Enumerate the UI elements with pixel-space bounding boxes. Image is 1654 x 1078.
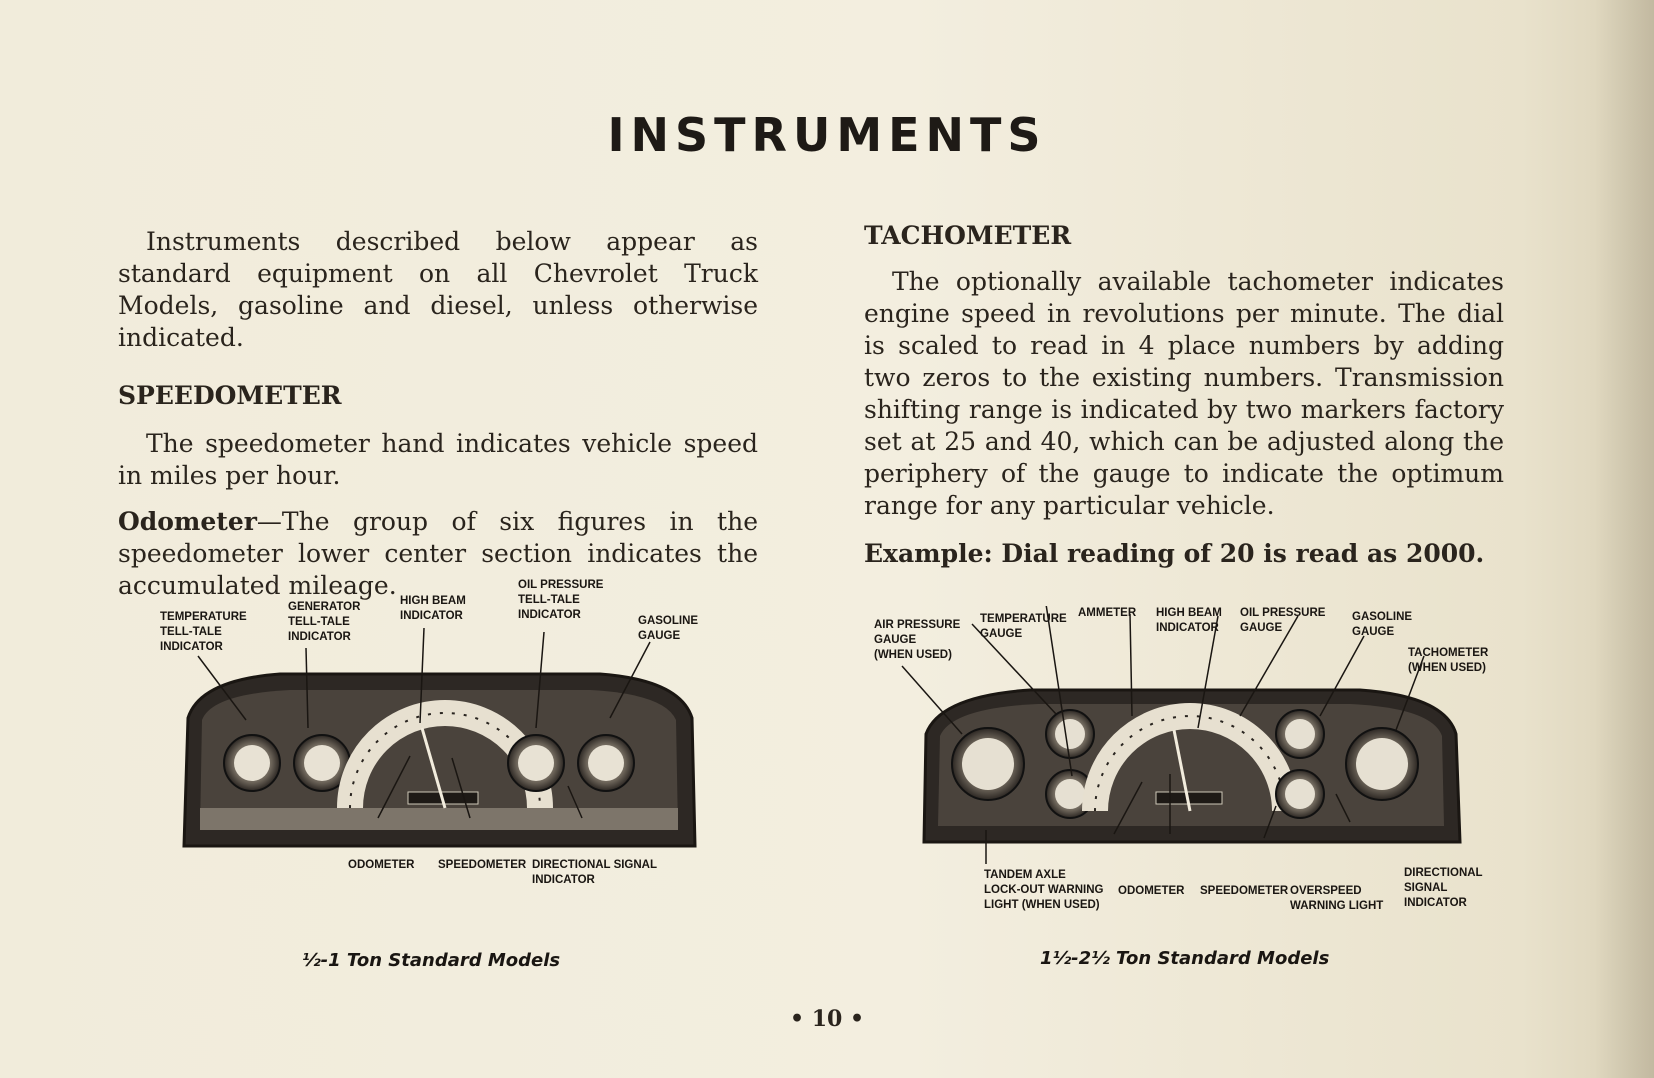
- page-number: • 10 •: [789, 1006, 865, 1032]
- label-gasoline: GASOLINE GAUGE: [1352, 611, 1413, 638]
- gasoline-gauge: [1276, 710, 1324, 758]
- label-speedometer: SPEEDOMETER: [438, 859, 527, 871]
- label-high-beam: HIGH BEAM INDICATOR: [1156, 607, 1222, 634]
- label-tachometer: TACHOMETER (WHEN USED): [1408, 647, 1489, 674]
- label-oil-pressure: OIL PRESSURE GAUGE: [1240, 607, 1326, 634]
- odometer-term: Odometer: [118, 507, 257, 536]
- odometer-text: —The group of six figures in the speedometer lower center section indicates the accumulated mileage.: [118, 507, 758, 600]
- example-line: Example: Dial reading of 20 is read as 2000.: [864, 539, 1485, 568]
- oil-pressure-gauge: [508, 735, 564, 791]
- label-air-pressure: AIR PRESSURE GAUGE (WHEN USED): [874, 619, 961, 661]
- temperature-gauge: [224, 735, 280, 791]
- label-tandem-axle: TANDEM AXLE LOCK-OUT WARNING LIGHT (WHEN USED): [984, 869, 1104, 911]
- label-gasoline: GASOLINE GAUGE: [638, 615, 699, 642]
- tachometer-gauge: [1346, 728, 1418, 800]
- label-ammeter: AMMETER: [1078, 607, 1137, 619]
- left-column: [118, 226, 758, 602]
- gasoline-gauge: [578, 735, 634, 791]
- figure-half-ton-dash: [160, 579, 720, 898]
- tachometer-paragraph: The optionally available tachometer indicates engine speed in revolutions per minute. The dial is scaled to read in 4 place numbers by adding two zeros to the existing numbers. Transmission shifting range is indicated by two markers factory set at 25 and 40, which can be adjusted along the periphery of the gauge to indicate the optimum range for any particular vehicle.: [864, 267, 1504, 520]
- page-title: INSTRUMENTS: [607, 108, 1047, 162]
- label-high-beam: HIGH BEAM INDICATOR: [400, 595, 466, 622]
- label-directional-signal: DIRECTIONAL SIGNAL INDICATOR: [532, 859, 658, 886]
- figure-heavy-dash: [874, 606, 1500, 926]
- right-column: [864, 220, 1504, 570]
- label-directional-signal: DIRECTIONAL SIGNAL INDICATOR: [1404, 867, 1483, 909]
- label-overspeed: OVERSPEED WARNING LIGHT: [1290, 885, 1384, 912]
- label-generator-telltale: GENERATOR TELL-TALE INDICATOR: [288, 601, 361, 643]
- label-temperature-telltale: TEMPERATURE TELL-TALE INDICATOR: [160, 611, 247, 653]
- odometer-paragraph: [118, 506, 758, 602]
- label-oil-pressure: OIL PRESSURE TELL-TALE INDICATOR: [518, 579, 604, 621]
- tachometer-heading: TACHOMETER: [864, 221, 1072, 250]
- speedometer-paragraph: The speedometer hand indicates vehicle speed in miles per hour.: [118, 429, 758, 490]
- temperature-gauge: [1046, 710, 1094, 758]
- speedometer-heading: SPEEDOMETER: [118, 381, 342, 410]
- label-speedometer: SPEEDOMETER: [1200, 885, 1289, 897]
- intro-paragraph: Instruments described below appear as standard equipment on all Chevrolet Truck Models, gasoline and diesel, unless otherwise indicated.: [118, 227, 758, 352]
- label-temperature-gauge: TEMPERATURE GAUGE: [980, 613, 1067, 640]
- oil-pressure-gauge: [1276, 770, 1324, 818]
- figure1-caption: ½-1 Ton Standard Models: [302, 950, 561, 971]
- air-pressure-gauge: [952, 728, 1024, 800]
- label-odometer: ODOMETER: [348, 859, 415, 871]
- figure2-caption: 1½-2½ Ton Standard Models: [1040, 948, 1330, 969]
- label-odometer: ODOMETER: [1118, 885, 1185, 897]
